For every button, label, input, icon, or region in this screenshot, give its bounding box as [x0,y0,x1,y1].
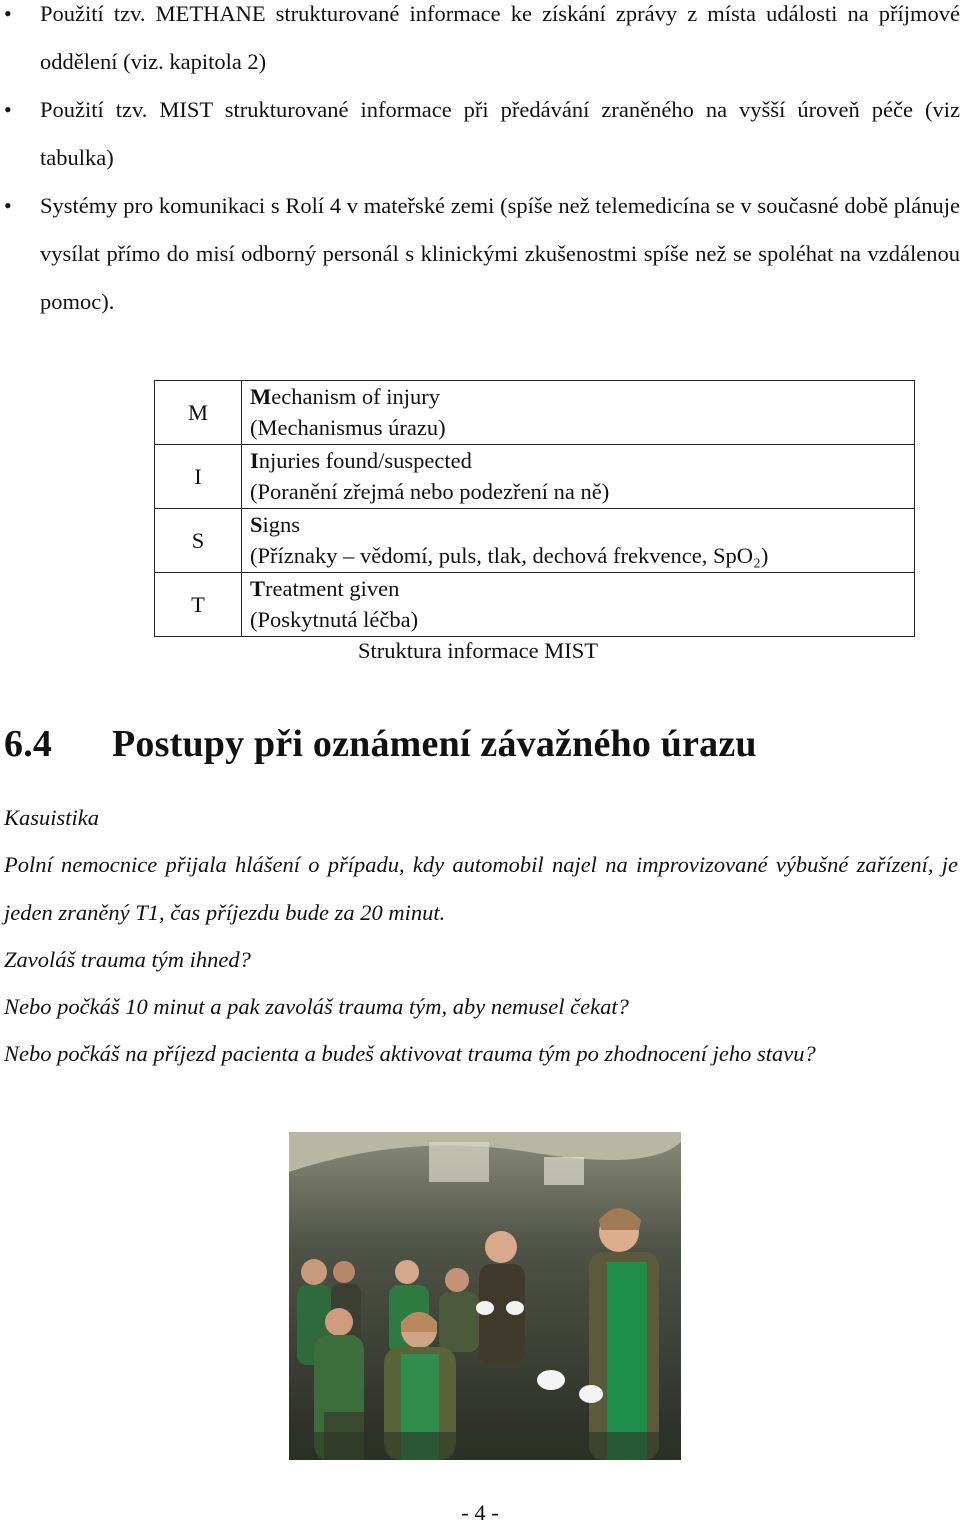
table-row [155,573,915,637]
mist-table [154,380,915,637]
table-row [155,381,915,445]
photo-illustration [289,1132,681,1460]
case-label: Kasuistika [4,805,100,830]
mist-czech: (Poskytnutá léčba) [250,607,419,632]
mist-cell-s [242,509,915,573]
mist-cell-m [242,381,915,445]
mist-czech: (Poranění zřejmá nebo podezření na ně) [250,479,610,504]
case-paragraph: Zavoláš trauma tým ihned? [4,946,251,972]
section-number: 6.4 [4,723,53,765]
case-study [4,794,958,1078]
bullet-mist: • Použití tzv. MIST strukturované informace při předávání zraněného na vyšší úroveň péče (viz tabulka) [0,86,960,182]
page-number: - 4 - [461,1500,499,1525]
mist-letter-m: M [155,381,242,445]
section-title: Postupy při oznámení závažného úrazu [112,723,757,765]
training-photo [289,1132,681,1460]
mist-letter-i: I [155,445,242,509]
section-heading [4,722,757,766]
mist-cell-t [242,573,915,637]
bullet-methane: • Použití tzv. METHANE strukturované informace ke získání zprávy z místa události na příjmové oddělení (viz. kapitola 2) [0,0,960,86]
mist-english: Injuries found/suspected [250,448,472,473]
table-row [155,509,915,573]
mist-czech: (Příznaky – vědomí, puls, tlak, dechová frekvence, SpO₂) [250,543,769,568]
case-paragraph: Polní nemocnice přijala hlášení o případu, kdy automobil najel na improvizované výbušné zařízení, je jeden zraněný T1, čas příjezdu bude za 20 minut. [4,852,958,925]
mist-english: Signs [250,512,301,537]
mist-english: Treatment given [250,576,400,601]
table-row [155,445,915,509]
bullet-communication: • Systémy pro komunikaci s Rolí 4 v mateřské zemi (spíše než telemedicína se v současné době plánuje vysílat přímo do misí odborný personál s klinickými zkušenostmi spíše než se spoléhat na vzdálenou pomoc). [0,182,960,326]
table-caption: Struktura informace MIST [358,638,598,663]
case-paragraph: Nebo počkáš na příjezd pacienta a budeš aktivovat trauma tým po zhodnocení jeho stavu? [4,1041,816,1067]
bullet-list [0,0,960,336]
mist-letter-t: T [155,573,242,637]
case-paragraph: Nebo počkáš 10 minut a pak zavoláš trauma tým, aby nemusel čekat? [4,994,629,1020]
mist-english: Mechanism of injury [250,384,440,409]
mist-cell-i [242,445,915,509]
mist-czech: (Mechanismus úrazu) [250,415,446,440]
mist-letter-s: S [155,509,242,573]
